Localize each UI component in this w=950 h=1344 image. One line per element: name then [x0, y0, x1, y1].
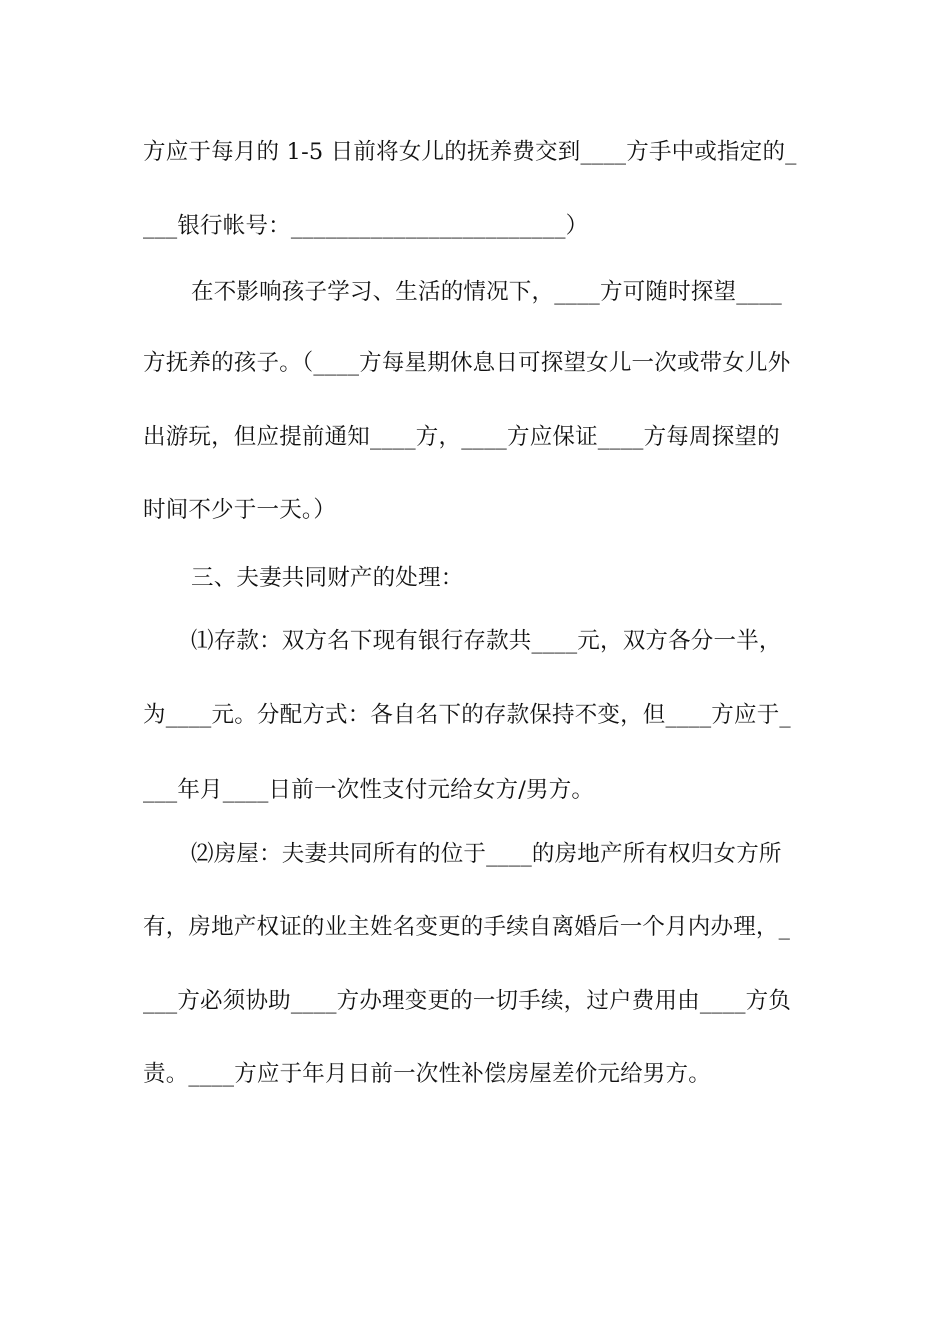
paragraph-line-8: ⑴存款：双方名下现有银行存款共____元，双方各分一半， [191, 628, 782, 654]
paragraph-line-5: 出游玩，但应提前通知____方，____方应保证____方每周探望的 [143, 424, 780, 450]
paragraph-line-14: 责。____方应于年月日前一次性补偿房屋差价元给男方。 [143, 1061, 711, 1087]
paragraph-line-10: ___年月____日前一次性支付元给女方/男方。 [143, 777, 595, 803]
paragraph-line-9: 为____元。分配方式：各自名下的存款保持不变，但____方应于_ [143, 702, 791, 728]
section-heading-property: 三、夫妻共同财产的处理： [191, 565, 464, 591]
paragraph-line-3: 在不影响孩子学习、生活的情况下，____方可随时探望____ [191, 279, 783, 305]
paragraph-line-1: 方应于每月的 1-5 日前将女儿的抚养费交到____方手中或指定的_ [143, 139, 797, 165]
paragraph-line-12: 有，房地产权证的业主姓名变更的手续自离婚后一个月内办理，_ [143, 914, 791, 940]
paragraph-line-13: ___方必须协助____方办理变更的一切手续，过户费用由____方负 [143, 988, 792, 1014]
paragraph-line-4: 方抚养的孩子。（____方每星期休息日可探望女儿一次或带女儿外 [143, 350, 791, 376]
paragraph-line-2: ___银行帐号：________________________） [143, 213, 589, 239]
paragraph-line-6: 时间不少于一天。） [143, 497, 337, 523]
paragraph-line-11: ⑵房屋：夫妻共同所有的位于____的房地产所有权归女方所 [191, 841, 782, 867]
